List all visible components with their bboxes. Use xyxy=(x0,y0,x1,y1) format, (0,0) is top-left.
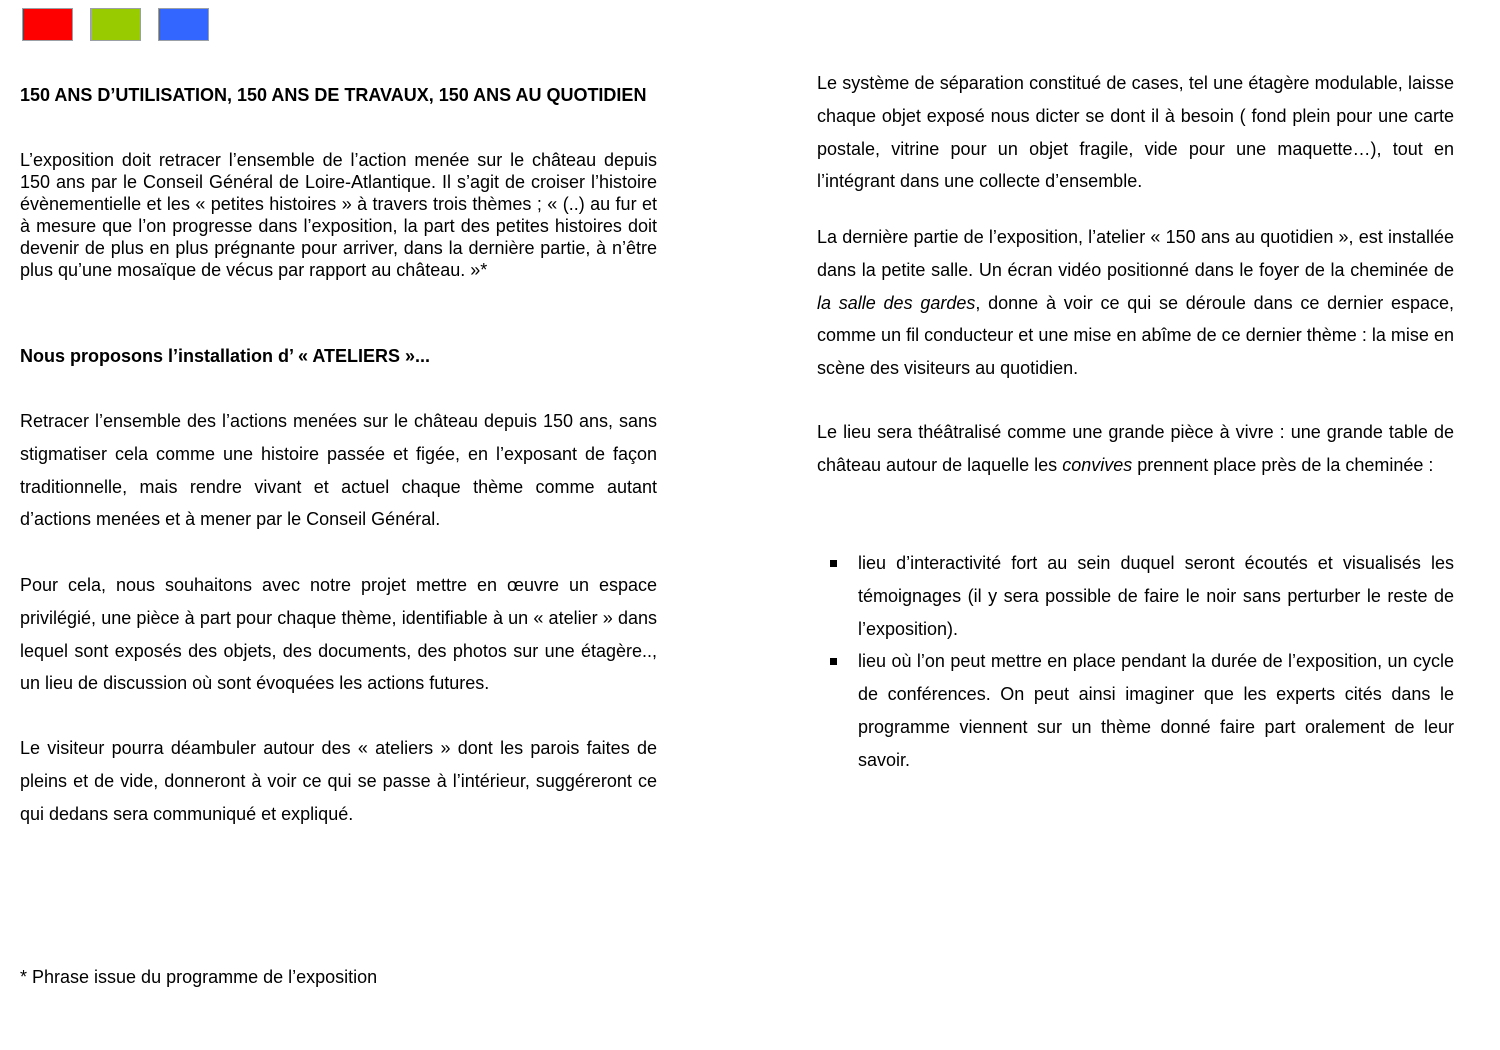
footnote: * Phrase issue du programme de l’exposition xyxy=(20,967,378,987)
paragraph-text: , donne à voir ce qui se déroule dans ce dernier espace, comme un fil conducteur et une mise en abîme de ce dernier thème : la mise en scène des visiteurs au quotidien. xyxy=(817,292,1454,379)
list-item-text: lieu où l’on peut mettre en place pendant la durée de l’exposition, un cycle de conférences. On peut ainsi imaginer que les experts cités dans le programme viennent sur un thème donné faire part oralement de leur savoir. xyxy=(858,651,1454,770)
paragraph-text: Le lieu sera théâtralisé comme une grande pièce à vivre : une grande table de château autour de laquelle les xyxy=(817,422,1454,475)
color-swatch-red xyxy=(22,8,73,41)
color-swatch-green xyxy=(90,8,141,41)
list-item xyxy=(817,645,1454,776)
list-item xyxy=(817,547,1454,645)
section-heading: 150 ANS D’UTILISATION, 150 ANS DE TRAVAUX, 150 ANS AU QUOTIDIEN xyxy=(20,85,647,105)
intro-paragraph: L’exposition doit retracer l’ensemble de l’action menée sur le château depuis 150 ans par le Conseil Général de Loire-Atlantique. Il s’agit de croiser l’histoire évènementielle et les « petites histoires » à travers trois thèmes ; « (..) au fur et à mesure que l’on progresse dans l’exposition, la part des petites histoires doit devenir de plus en plus prégnante pour arriver, dans la dernière partie, à n’être plus qu’une mosaïque de vécus par rapport au château. »* xyxy=(20,150,657,280)
square-bullet-icon xyxy=(830,658,837,665)
body-paragraph: Retracer l’ensemble des l’actions menées sur le château depuis 150 ans, sans stigmatiser cela comme une histoire passée et figée, en l’exposant de façon traditionnelle, mais rendre vivant et actuel chaque thème comme autant d’actions menées et à mener par le Conseil Général. xyxy=(20,411,657,530)
paragraph-text: prennent place près de la cheminée : xyxy=(1132,454,1434,475)
body-paragraph xyxy=(817,221,1454,385)
proposal-heading: Nous proposons l’installation d’ « ATELIERS »... xyxy=(20,346,431,366)
square-bullet-icon xyxy=(830,560,837,567)
list-item-text: lieu d’interactivité fort au sein duquel seront écoutés et visualisés les témoignages (il y sera possible de faire le noir sans perturber le reste de l’exposition). xyxy=(858,553,1454,639)
italic-phrase: convives xyxy=(1062,454,1133,475)
body-paragraph: Le visiteur pourra déambuler autour des « ateliers » dont les parois faites de pleins et de vide, donneront à voir ce qui se passe à l’intérieur, suggéreront ce qui dedans sera communiqué et expliqué. xyxy=(20,738,657,824)
color-swatch-blue xyxy=(158,8,209,41)
body-paragraph: Pour cela, nous souhaitons avec notre projet mettre en œuvre un espace privilégié, une pièce à part pour chaque thème, identifiable à un « atelier » dans lequel sont exposés des objets, des documents, des photos sur une étagère.., un lieu de discussion où sont évoquées les actions futures. xyxy=(20,575,657,694)
paragraph-text: La dernière partie de l’exposition, l’atelier « 150 ans au quotidien », est installée dans la petite salle. Un écran vidéo positionné dans le foyer de la cheminée de xyxy=(817,227,1454,280)
body-paragraph: Le système de séparation constitué de cases, tel une étagère modulable, laisse chaque objet exposé nous dicter se dont il à besoin ( fond plein pour une carte postale, vitrine pour un objet fragile, vide pour une maquette…), tout en l’intégrant dans une collecte d’ensemble. xyxy=(817,73,1454,192)
italic-phrase: la salle des gardes xyxy=(817,292,976,313)
bullet-list xyxy=(817,547,1454,777)
body-paragraph xyxy=(817,416,1454,482)
